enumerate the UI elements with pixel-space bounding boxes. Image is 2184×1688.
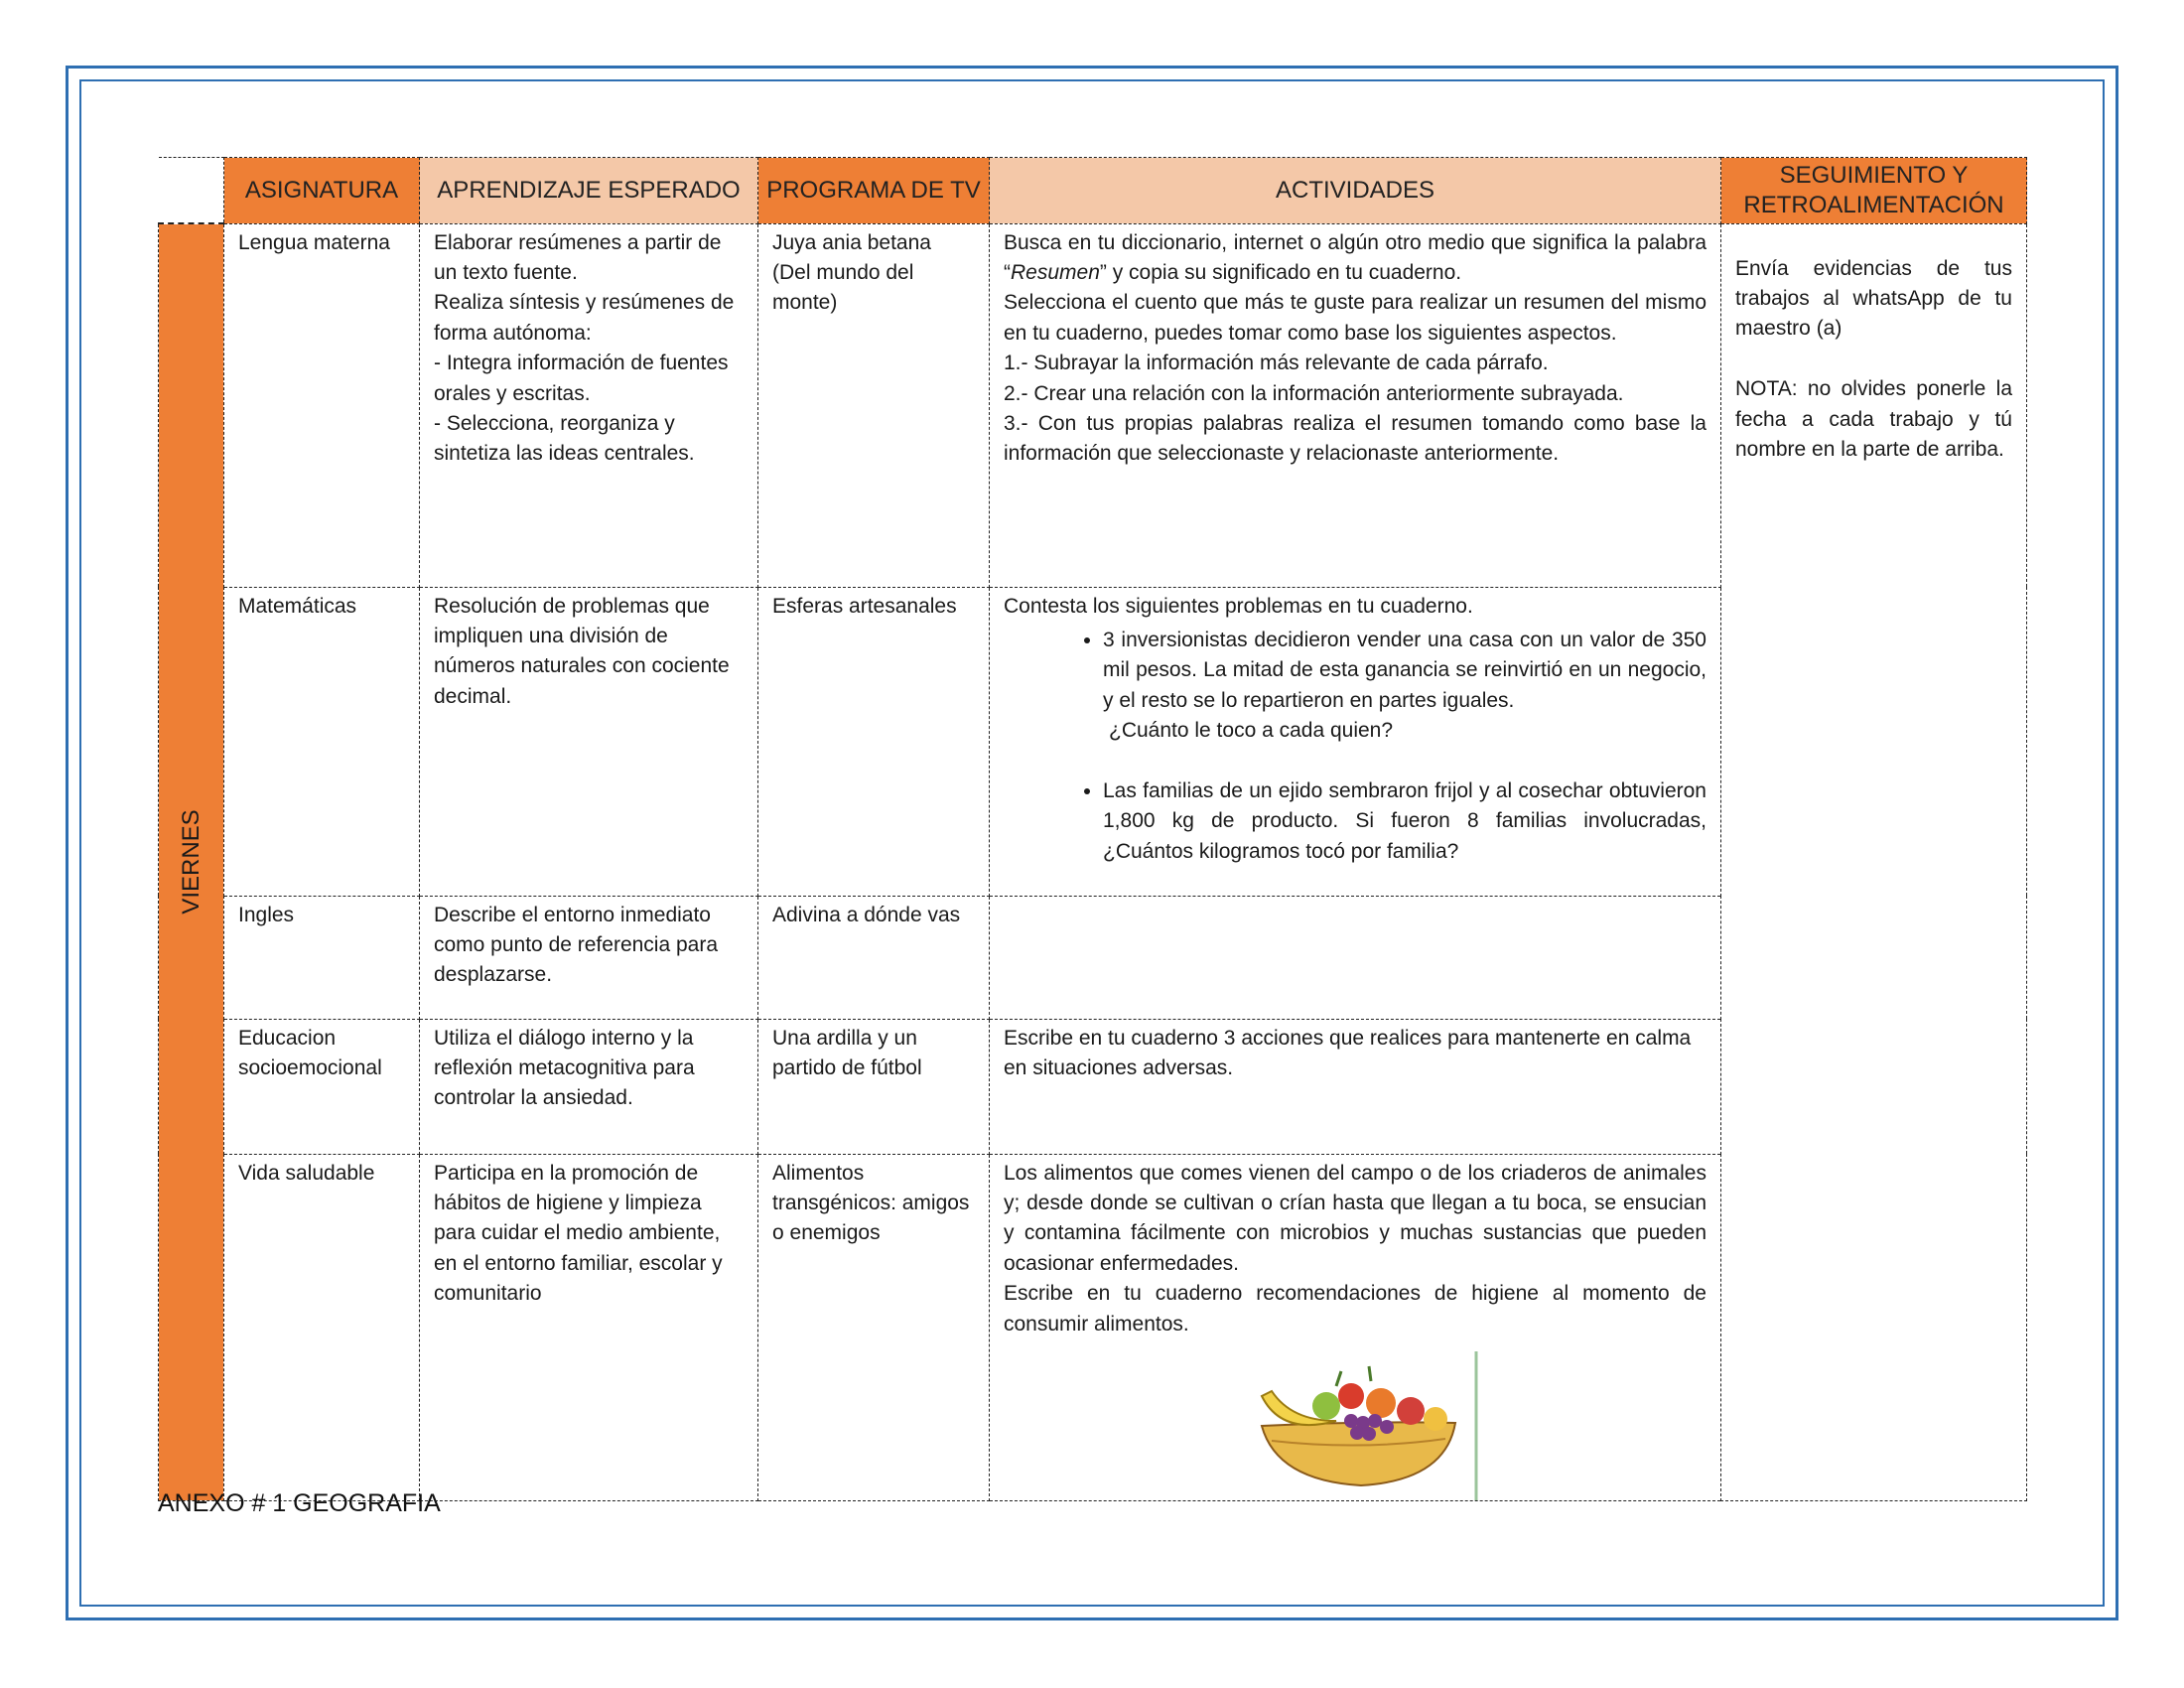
actividad-text: Escribe en tu cuaderno recomendaciones de higiene al momento de consumir alimentos. [1004,1282,1706,1336]
asignatura-cell: Lengua materna [224,223,420,587]
table-row [159,223,2027,587]
header-row [159,158,2027,224]
day-label: VIERNES [177,809,205,915]
actividades-cell [990,587,1721,896]
programa-cell: Juya ania betana (Del mundo del monte) [758,223,990,587]
aprendizaje-line: - Integra información de fuentes orales y escritas. [434,352,729,405]
header-programa: PROGRAMA DE TV [758,158,990,224]
actividad-text: Selecciona el cuento que más te guste para realizar un resumen del mismo en tu cuaderno, puedes tomar como base los siguientes aspectos. [1004,291,1706,345]
programa-cell: Esferas artesanales [758,587,990,896]
aprendizaje-line: Realiza síntesis y resúmenes de forma autónoma: [434,291,735,345]
seguimiento-text: Envía evidencias de tus trabajos al whatsApp de tu maestro (a) [1735,256,2012,341]
programa-cell: Una ardilla y un partido de fútbol [758,1019,990,1154]
actividades-cell: Escribe en tu cuaderno 3 acciones que realices para mantenerte en calma en situaciones adversas. [990,1019,1721,1154]
asignatura-cell: Matemáticas [224,587,420,896]
actividad-text: Busca en tu diccionario, internet o algún otro medio que significa la palabra “Resumen” y copia su significado en tu cuaderno. [1004,230,1706,284]
asignatura-cell: Educacion socioemocional [224,1019,420,1154]
actividades-cell [990,1154,1721,1500]
actividad-text: Contesta los siguientes problemas en tu cuaderno. [1004,594,1473,618]
aprendizaje-line: - Selecciona, reorganiza y sintetiza las ideas centrales. [434,411,695,466]
day-cell [159,223,224,1500]
aprendizaje-cell: Resolución de problemas que impliquen una división de números naturales con cociente decimal. [420,587,758,896]
aprendizaje-cell: Utiliza el diálogo interno y la reflexión metacognitiva para controlar la ansiedad. [420,1019,758,1154]
actividad-step: 3.- Con tus propias palabras realiza el resumen tomando como base la información que seleccionaste y relacionaste anteriormente. [1004,411,1706,466]
header-actividades: ACTIVIDADES [990,158,1721,224]
actividad-step: 2.- Crear una relación con la información anteriormente subrayada. [1004,381,1624,405]
seguimiento-cell [1721,223,2027,1500]
aprendizaje-cell: Describe el entorno inmediato como punto de referencia para desplazarse. [420,896,758,1019]
header-aprendizaje: APRENDIZAJE ESPERADO [420,158,758,224]
programa-cell: Alimentos transgénicos: amigos o enemigos [758,1154,990,1500]
programa-cell: Adivina a dónde vas [758,896,990,1019]
footer-annex-label: ANEXO # 1 GEOGRAFIA [158,1489,441,1517]
problem-list [1004,626,1706,867]
problem-item: • Las familias de un ejido sembraron frijol y al cosechar obtuvieron 1,800 kg de producto. Si fueron 8 familias involucradas, ¿Cuántos kilogramos tocó por familia? [1103,776,1706,867]
problem-item: • 3 inversionistas decidieron vender una casa con un valor de 350 mil pesos. La mitad de esta ganancia se reinvirtió en un negocio, y el resto se lo repartieron en partes iguales. ¿Cuánto le toco a cada quien? [1103,626,1706,776]
weekly-plan-table [158,157,2027,1501]
header-seguimiento: SEGUIMIENTO Y RETROALIMENTACIÓN [1721,158,2027,224]
actividad-step: 1.- Subrayar la información más relevante de cada párrafo. [1004,352,1549,375]
header-blank [159,158,224,224]
seguimiento-note: NOTA: no olvides ponerle la fecha a cada trabajo y tú nombre en la parte de arriba. [1735,377,2012,461]
header-asignatura: ASIGNATURA [224,158,420,224]
asignatura-cell: Ingles [224,896,420,1019]
asignatura-cell: Vida saludable [224,1154,420,1500]
aprendizaje-line: Elaborar resúmenes a partir de un texto fuente. [434,230,722,284]
actividades-cell [990,896,1721,1019]
aprendizaje-cell [420,223,758,587]
fruit-bowl-image [1242,1351,1480,1500]
aprendizaje-cell: Participa en la promoción de hábitos de higiene y limpieza para cuidar el medio ambiente, en el entorno familiar, escolar y comunitario [420,1154,758,1500]
actividad-text: Los alimentos que comes vienen del campo o de los criaderos de animales y; desde donde se cultivan o crían hasta que llegan a tu boca, se ensucian y contamina fácilmente con microbios y muchas sustancias que pueden ocasionar enfermedades. [1004,1161,1706,1275]
actividades-cell [990,223,1721,587]
